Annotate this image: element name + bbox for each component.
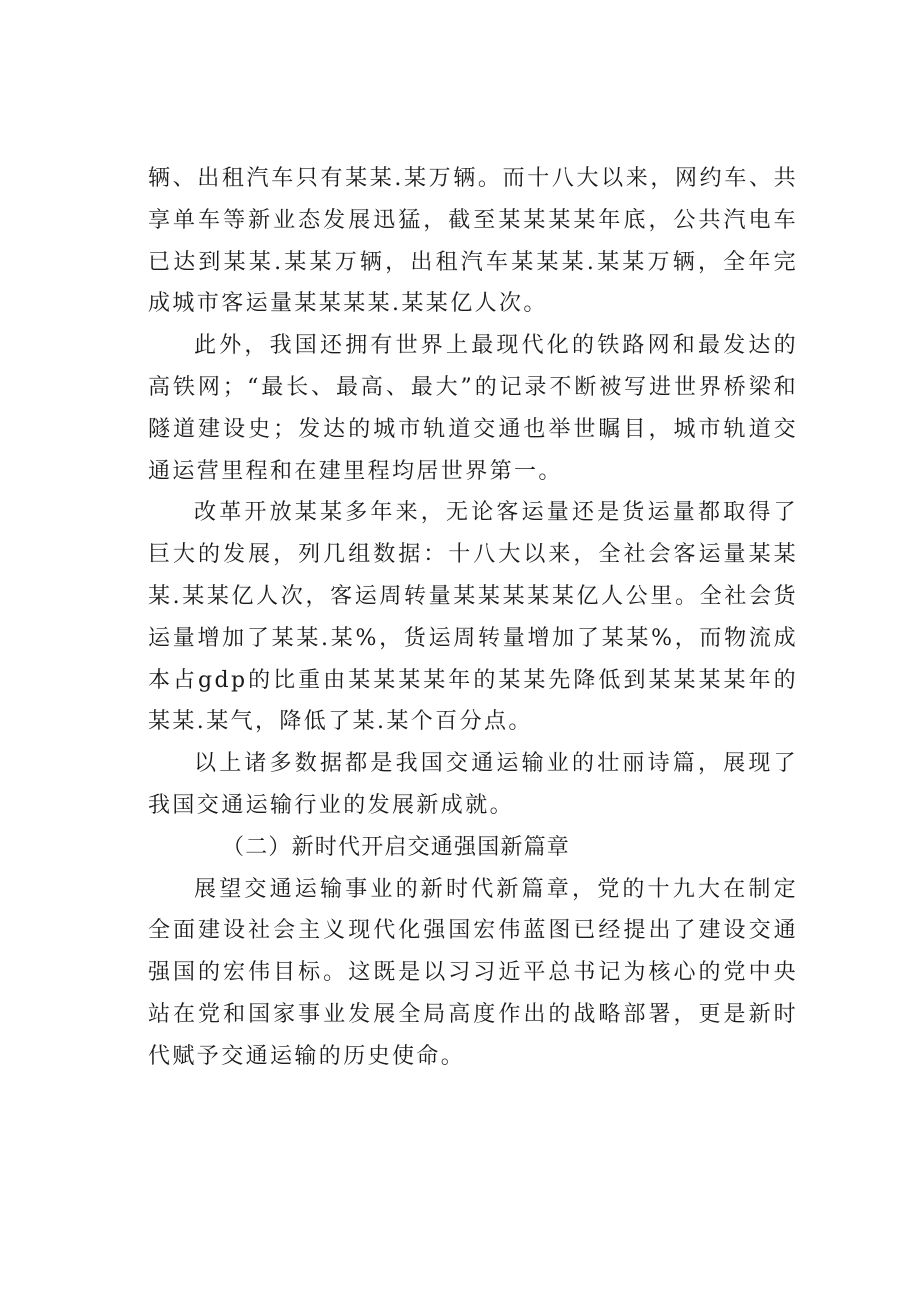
document-body xyxy=(148,158,798,1078)
paragraph-urban-transit-stats: 辆、出租汽车只有某某.某万辆。而十八大以来，网约车、共享单车等新业态发展迅猛，截至某某某某年底，公共汽电车已达到某某.某某万辆，出租汽车某某某.某某万辆，全年完成城市客运量某某某某.某某亿人次。 xyxy=(148,166,798,317)
paragraph-summary: 以上诸多数据都是我国交通运输业的壮丽诗篇，展现了我国交通运输行业的发展新成就。 xyxy=(148,751,798,818)
section-heading: （二）新时代开启交通强国新篇章 xyxy=(222,834,571,860)
paragraph-new-era: 展望交通运输事业的新时代新篇章，党的十九大在制定全面建设社会主义现代化强国宏伟蓝图已经提出了建设交通强国的宏伟目标。这既是以习习近平总书记为核心的党中央站在党和国家事业发展全局高度作出的战略部署，更是新时代赋予交通运输的历史使命。 xyxy=(148,876,798,1069)
paragraph-reform-data: 改革开放某某多年来，无论客运量还是货运量都取得了巨大的发展，列几组数据：十八大以来，全社会客运量某某某.某某亿人次，客运周转量某某某某某亿人公里。全社会货运量增加了某某.某%，货运周转量增加了某某%，而物流成本占gdp的比重由某某某某年的某某先降低到某某某某年的某某.某气，降低了某.某个百分点。 xyxy=(148,500,798,735)
paragraph-railway-achievements: 此外，我国还拥有世界上最现代化的铁路网和最发达的高铁网；“最长、最高、最大”的记录不断被写进世界桥梁和隧道建设史；发达的城市轨道交通也举世瞩目，城市轨道交通运营里程和在建里程均居世界第一。 xyxy=(148,333,798,484)
